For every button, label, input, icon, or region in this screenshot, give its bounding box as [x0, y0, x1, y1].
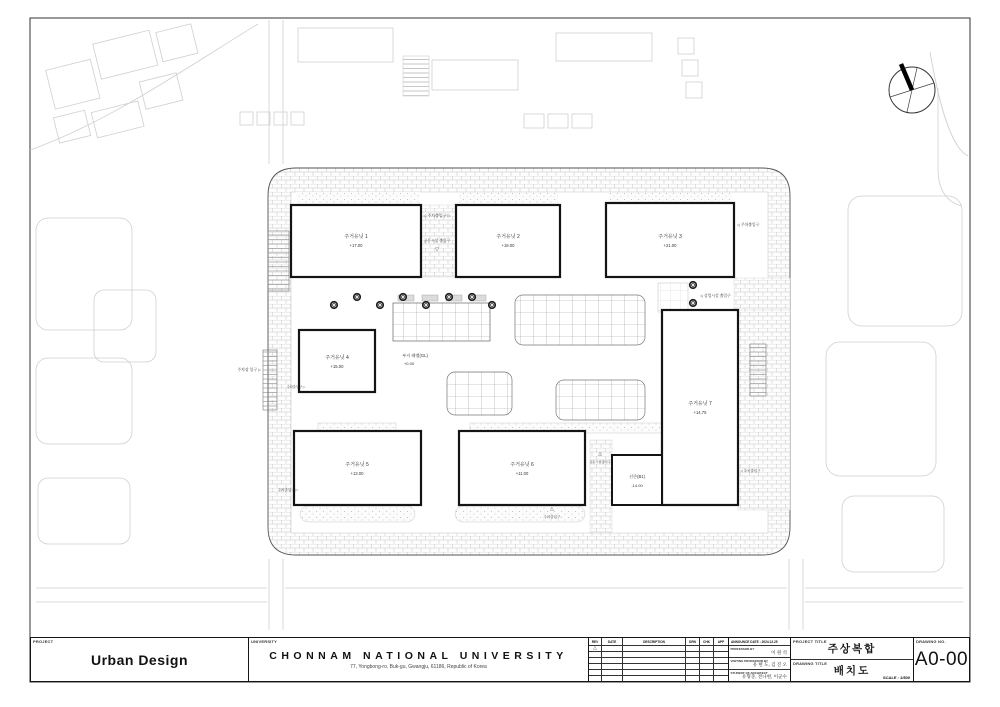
drawing-number-label: DRAWING NO.	[916, 639, 946, 644]
professor-row	[729, 646, 790, 658]
building-1-name: 주거유닛 1	[344, 234, 368, 240]
north-arrow-icon	[889, 64, 935, 113]
student-names: 유형준, 전나현, 이군수	[741, 674, 787, 679]
annotation-parking-entrance-left-mid: 주차출입구 ▷	[286, 385, 306, 389]
revision-header-row	[589, 638, 728, 646]
project-title: 주상복합	[827, 643, 877, 655]
project-title-row	[791, 638, 913, 660]
annotation-commercial-entrance-right: ◁ 상업시설 출입구	[700, 294, 731, 298]
university-address: 77, Yongbong-ro, Buk-gu, Gwangju, 61186, Republic of Korea	[350, 663, 487, 670]
university-label: UNIVERSITY	[251, 639, 278, 644]
drawing-number: A0-00	[914, 648, 969, 670]
building-1-level: +17.00	[349, 243, 363, 248]
building-unit-6	[459, 431, 585, 505]
up-triangle-icon-bottom: △	[550, 506, 554, 511]
visiting-professor-names: 유 현 도, 김 진 오	[752, 662, 787, 667]
building-unit-4	[299, 330, 375, 392]
building-7-name: 주거유닛 7	[688, 401, 712, 407]
revision-table	[589, 638, 729, 681]
building-3-name: 주거유닛 3	[658, 234, 682, 240]
building-unit-7	[662, 310, 738, 505]
student-label: STUDENT OF ARCHITECT	[730, 670, 768, 675]
building-4-name: 주거유닛 4	[325, 355, 349, 361]
building-8-level: -14.00	[631, 483, 643, 488]
revision-marker: △	[593, 645, 597, 651]
revision-col-app: APP	[717, 639, 725, 644]
revision-col-desc: DESCRIPTION	[623, 638, 686, 645]
annotation-parking-lot-entrance-left: 주차장 입구 ▷	[237, 368, 261, 372]
building-unit-2	[456, 205, 560, 277]
project-name: Urban Design	[90, 651, 188, 668]
approval-cell	[729, 638, 791, 681]
drawing-number-cell	[914, 638, 969, 681]
title-block	[30, 637, 970, 682]
annotation-parking-entrance-bottom: 주차출입구	[543, 515, 561, 519]
annotation-community-entrance-bottom: 공동시설 출입구	[589, 460, 611, 464]
professor-label: PROFESSOR BY	[730, 646, 755, 651]
up-triangle-icon-community: △	[598, 451, 602, 456]
down-triangle-icon: ▽	[435, 247, 439, 253]
annotation-parking-entrance-right-bottom: ◁ 주차출입구	[740, 469, 761, 473]
revision-col-chk: CHK	[700, 638, 714, 645]
announce-date-row	[729, 638, 790, 646]
annotation-community-entrance-top: 공동시설 출입구	[423, 239, 451, 243]
annotation-parking-entrance-left-bottom: 주차출입구 ▷	[277, 488, 299, 492]
annotation-parking-entrance-right-top: ◁ 주차출입구	[737, 223, 760, 227]
titles-cell	[791, 638, 914, 681]
revision-col-date: DATE	[602, 638, 623, 645]
university-cell	[249, 638, 589, 681]
professor-name: 이 원 석	[771, 650, 787, 655]
building-3-level: +21.00	[663, 243, 677, 248]
building-7-level: +14.75	[693, 410, 707, 415]
announce-date: ANNOUNCE DATE : 2024.12.25	[731, 639, 778, 644]
site-level-name: 부지 레벨(GL)	[402, 353, 428, 358]
building-2-level: +19.00	[501, 243, 515, 248]
drawing-title-row	[791, 660, 913, 681]
annotation-parking-entrance-top: ◁ 주차출입구 ▷	[423, 213, 451, 218]
project-label: PROJECT	[33, 639, 54, 644]
student-row	[729, 670, 790, 681]
drawing-title-label: DRAWING TITLE	[793, 661, 828, 666]
building-6-level: +11.00	[515, 471, 529, 476]
project-title-label: PROJECT TITLE	[793, 639, 827, 644]
revision-col-rev: REV	[589, 638, 602, 645]
building-sunken-b1	[612, 455, 662, 505]
scale-note: SCALE : 1/500	[882, 675, 910, 680]
building-unit-1	[291, 205, 421, 277]
building-6-name: 주거유닛 6	[510, 462, 534, 468]
building-4-level: +15.00	[330, 364, 344, 369]
revision-row	[589, 676, 728, 681]
building-8-name: 선큰(B1)	[628, 474, 646, 479]
university-name: CHONNAM NATIONAL UNIVERSITY	[269, 649, 568, 662]
building-5-level: +13.00	[350, 471, 364, 476]
visiting-professor-row	[729, 658, 790, 670]
site-level-value: +0.00	[403, 361, 415, 366]
project-cell	[31, 638, 249, 681]
building-5-name: 주거유닛 5	[345, 462, 369, 468]
visiting-professor-label: VISITING PROFESSOR BY	[730, 658, 769, 663]
drawing-title: 배치도	[833, 665, 871, 677]
building-2-name: 주거유닛 2	[496, 234, 520, 240]
revision-col-drn: DRN	[686, 638, 700, 645]
building-unit-3	[606, 203, 734, 277]
building-unit-5	[294, 431, 421, 505]
